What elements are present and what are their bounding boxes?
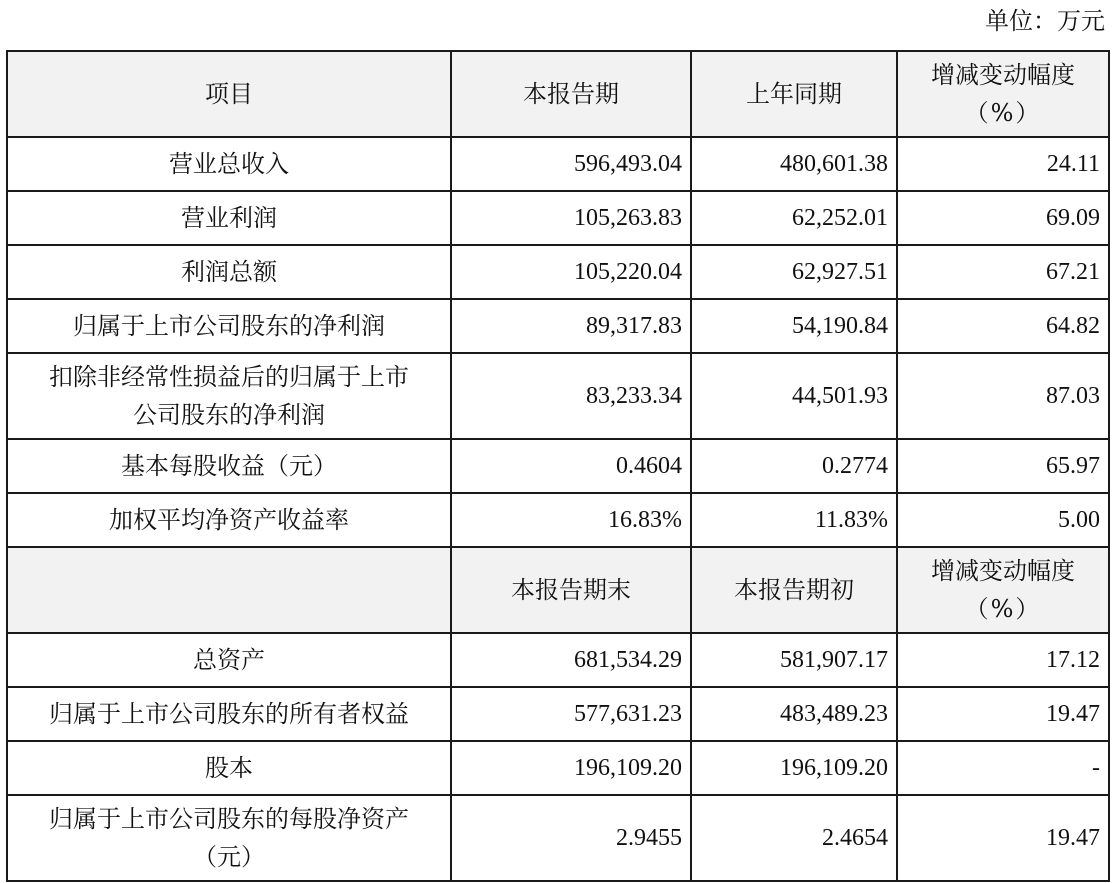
header-prior-period: 上年同期 [691,51,897,137]
table-row [7,245,1109,299]
table-row [7,439,1109,493]
current-value: 196,109.20 [451,741,691,795]
change-value: 64.82 [897,299,1109,353]
change-value: - [897,741,1109,795]
current-value: 681,534.29 [451,633,691,687]
change-value: 67.21 [897,245,1109,299]
row-label: 总资产 [7,633,451,687]
prior-value: 581,907.17 [691,633,897,687]
prior-value: 480,601.38 [691,137,897,191]
prior-value: 62,252.01 [691,191,897,245]
table-row [7,633,1109,687]
row-label: 加权平均净资产收益率 [7,493,451,547]
prior-value: 54,190.84 [691,299,897,353]
row-label-line1: 归属于上市公司股东的每股净资产 [49,805,409,833]
row-label: 股本 [7,741,451,795]
subheader-item [7,547,451,633]
table-row [7,191,1109,245]
change-value: 19.47 [897,795,1109,881]
row-label: 归属于上市公司股东的所有者权益 [7,687,451,741]
change-value: 19.47 [897,687,1109,741]
prior-value: 11.83% [691,493,897,547]
current-value: 0.4604 [451,439,691,493]
prior-value: 2.4654 [691,795,897,881]
current-value: 105,220.04 [451,245,691,299]
table-row [7,353,1109,439]
row-label-line2: 公司股东的净利润 [133,401,325,429]
subheader-change-line1: 增减变动幅度 [931,557,1075,585]
row-label: 营业总收入 [7,137,451,191]
subheader-period-start: 本报告期初 [691,547,897,633]
header-current-period: 本报告期 [451,51,691,137]
table-row [7,741,1109,795]
table-subheader-row [7,547,1109,633]
row-label-line1: 扣除非经常性损益后的归属于上市 [49,363,409,391]
subheader-change-percent [897,547,1109,633]
change-value: 24.11 [897,137,1109,191]
header-change-percent [897,51,1109,137]
current-value: 16.83% [451,493,691,547]
change-value: 5.00 [897,493,1109,547]
row-label-line2: （元） [193,843,265,871]
prior-value: 62,927.51 [691,245,897,299]
row-label [7,353,451,439]
table-header-row [7,51,1109,137]
table-row [7,137,1109,191]
table-row [7,687,1109,741]
change-value: 69.09 [897,191,1109,245]
header-change-line1: 增减变动幅度 [931,61,1075,89]
change-value: 17.12 [897,633,1109,687]
change-value: 65.97 [897,439,1109,493]
current-value: 596,493.04 [451,137,691,191]
current-value: 577,631.23 [451,687,691,741]
current-value: 105,263.83 [451,191,691,245]
row-label: 营业利润 [7,191,451,245]
prior-value: 483,489.23 [691,687,897,741]
header-item: 项目 [7,51,451,137]
current-value: 2.9455 [451,795,691,881]
table-row [7,299,1109,353]
row-label: 利润总额 [7,245,451,299]
change-value: 87.03 [897,353,1109,439]
prior-value: 0.2774 [691,439,897,493]
current-value: 89,317.83 [451,299,691,353]
prior-value: 196,109.20 [691,741,897,795]
current-value: 83,233.34 [451,353,691,439]
subheader-period-end: 本报告期末 [451,547,691,633]
row-label: 基本每股收益（元） [7,439,451,493]
row-label: 归属于上市公司股东的净利润 [7,299,451,353]
financial-summary-table [6,50,1110,882]
unit-label: 单位：万元 [985,7,1105,35]
table-row [7,795,1109,881]
table-row [7,493,1109,547]
header-change-line2: （%） [964,99,1042,127]
subheader-change-line2: （%） [964,595,1042,623]
row-label [7,795,451,881]
prior-value: 44,501.93 [691,353,897,439]
